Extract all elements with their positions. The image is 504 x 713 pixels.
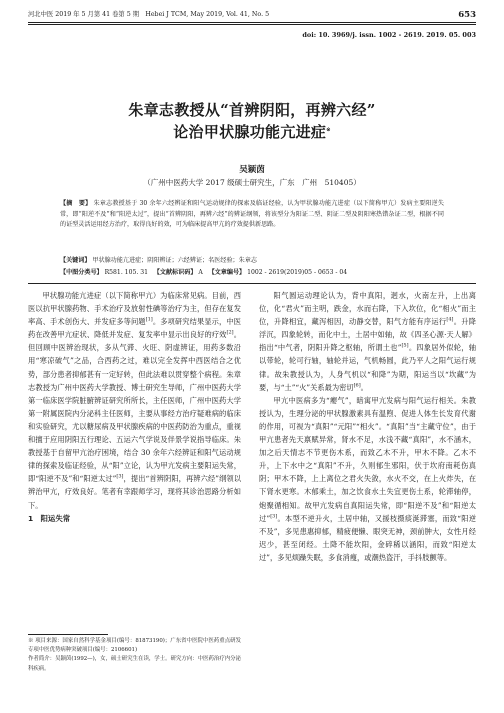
author-name: 吴颖茵: [239, 165, 265, 175]
citation-ref: [4]: [446, 316, 454, 323]
citation-ref: [3]: [116, 473, 124, 480]
body-paragraph: [259, 289, 476, 394]
doc-code-value: A: [198, 269, 203, 276]
body-text: 甲亢中医病多为“瘿气”，暗寓甲亢发病与阳气运行相关。朱教授认为，生理分泌的甲状腺激素具有温煦、促进人体生长发育代谢的作用，可视为“真阳”“元阳”“相火”。“真阳”当“主藏守位”，由于甲亢患者先天禀赋异常，肾水不足，水浅不藏“真阳”，水不涵木，加之后天情志不节更伤木系，而致乙木不升，甲木不降。乙木不升，上下水中之“真阳”不升，久则郁生邪阳，伏于坎府南耗伤真阴；甲木不降，上上离位之君火失敛，水火不交，在上火炸失，在下肾水更寒。木郁乘土，加之饮食水土失宜更伤土系，轮滞轴停，炮聚循相知。故甲亢发病自真阳运失常，即“阳逆不及”和“阳逆太过”: [259, 395, 476, 523]
body-text: 。但回顾中医辨治现状，多从气滞、火旺、阴虚辨证，用药多数沿用“寒凉破气”之品，合西药之过，难以完全发挥中西医结合之优势，部分患者抑郁甚有一定好转，但此法难以贯穿整个病程。朱章志教授为广州中医药大学教授、博士研究生导师，广州中医药大学第一临床医学院脏腑辨证研究所所长，主任医师，广州中医药大学第一附属医院内分泌科主任医师，主要从事经方治疗疑难病的临床和实验研究，尤以糖尿病及甲状腺疾病的中医药防治为重点，重视和擅于应用阴阳五行理论、五运六气学说及伴景学说指导临床。朱教授基于自留甲亢治疗困境，结合 30 余年六经辨证和阳气运动规律的探索及临证经验，从“阳”立论，认为甲亢发病主要阳运失常，即“阳逆不及”和“阳逆太过”: [28, 330, 241, 484]
article-title-line1: 朱章志教授从“首辨阴阳，再辨六经”: [128, 101, 376, 119]
header-rule-thin: [28, 24, 476, 25]
header-rule: [28, 22, 476, 23]
doi-line: doi: 10. 3969/j. issn. 1002 - 2619. 2019. 05. 003: [302, 31, 476, 39]
clc-value: R581. 105. 31: [104, 269, 148, 276]
article-id-label: 【文章编号】: [208, 269, 246, 276]
abstract-block: [60, 199, 444, 231]
doc-code-label: 【文献标识码】: [153, 269, 197, 276]
keywords-block: [60, 256, 444, 266]
body-text: 。升降浮沉，四象轮转，而化中土，土居中如轴，故《四圣心源·天人解》指出“中气者，阴阳升降之枢轴，所谓土也”: [259, 317, 476, 353]
classification-line: [60, 268, 464, 278]
fund-note: ※ 项目来源：国家自然科学基金项目(编号：81873190)；广东省中医院中医药重点研发专项中医优势病种突破项目(编号：2106601): [28, 638, 241, 654]
body-text: ，提出“首辨阴阳，再辨六经”纲领以辨治甲亢，疗效良好。笔者有幸跟师学习，现将其诊治思路分析如下。: [28, 474, 241, 510]
title-footnote-mark: ※: [326, 127, 331, 133]
left-column: [28, 289, 241, 525]
running-header: [28, 9, 476, 21]
body-text: 。多项研究结果显示，中医药在改善甲亢症状、降低并发症、复发率中显示出良好的疗效: [28, 317, 241, 340]
article-id-value: 1002 - 2619(2019)05 - 0653 - 04: [247, 269, 348, 276]
abstract-text: 朱章志教授基于 30 余年六经辨证和阳气运动规律的探索及临证经验，认为甲状腺功能亢进症（以下简称甲亢）发病主要阳逆失常，即“阳逆不及”和“阳逆太过”，提出“首辨阴阳，再辨六经”的辨证纲领，将该型分为阳证二型、阴证二型及阴阳寒热错杂证二型，根据不同的证型灵活运用经方治疗，取得良好的效，可为临床提高甲亢的疗效提供新思路。: [60, 200, 445, 229]
body-text: 甲状腺功能亢进症（以下简称甲亢）为临床常见病。目前，西医以抗甲状腺药物、手术治疗及放射性碘等治疗为主，但存在复发率高、手术创伤大、并发症多等问题: [28, 291, 241, 327]
citation-ref: [5]: [401, 342, 409, 349]
right-column: [259, 289, 476, 564]
author-bio-note: 作者简介：吴颖茵(1992—)，女，硕士研究生在读，学士。研究方向：中医药治疗内分泌科疾病。: [28, 656, 241, 672]
page-number: 653: [458, 10, 476, 20]
section-heading: 1 阳运失常: [28, 513, 71, 523]
article-title-line2: [0, 122, 504, 142]
body-paragraph: [28, 289, 241, 512]
keywords-label: 【关键词】: [60, 257, 91, 264]
abstract-rule: [28, 283, 476, 284]
body-text: 。: [360, 382, 368, 392]
citation-ref: [2]: [226, 329, 234, 336]
body-paragraph: [259, 394, 476, 564]
footnote-rule: [28, 634, 108, 635]
article-title-line2-text: 论治甲状腺功能亢进症: [173, 123, 327, 141]
citation-ref: [3]: [270, 513, 278, 520]
body-text: 。四象居外似轮，轴以带轮，轮可行轴，轴轮并运，气机畅圆，此乃平人之阳气运行规律。故朱教授认为，人身气机以“和降”为期，阳运当以“坎藏”为要，与“土”“火”关系最为密切: [259, 343, 476, 392]
body-text: 。本型不逆升火，土居中轴，又援枝摄痰涎滞塞，而致“阳逆不及”，多见患惠抑郁，精疲便懒、眼突无神，颈前肿大，女性月经迟少，甚至闭经。土降不能坎阳，金碎稀以涵阳，而致“阳逆太过”，多见烦躁失眠，多食消瘦，或潮热盗汗，手抖肢颤等。: [259, 513, 476, 562]
journal-citation: 河北中医 2019 年 5 月第 41 卷第 5 期 Hebei J TCM, May 2019, Vol. 41, No. 5: [28, 11, 270, 18]
abstract-label: 【摘 要】: [60, 200, 92, 207]
footnote-block: [28, 637, 241, 674]
body-text: 阳气圆运动理论认为，背中真阳，迥水，火南左升，上出离位，化“君火”而主明，跌金，水而右降，下入坎位，化“相火”而主位，升降相宜，藏泻相因，动静交替，阳气方能有序运行: [259, 291, 476, 327]
author-affiliation: （广州中医药大学 2017 级硕士研究生，广东 广州 510405）: [143, 178, 361, 187]
keywords-text: 甲状腺功能亢进症；阴阳辨证；六经辨证；名医经验；朱章志: [92, 257, 257, 264]
citation-ref: [6]: [353, 382, 361, 389]
clc-label: 【中图分类号】: [60, 269, 103, 276]
citation-ref: [1]: [145, 316, 153, 323]
